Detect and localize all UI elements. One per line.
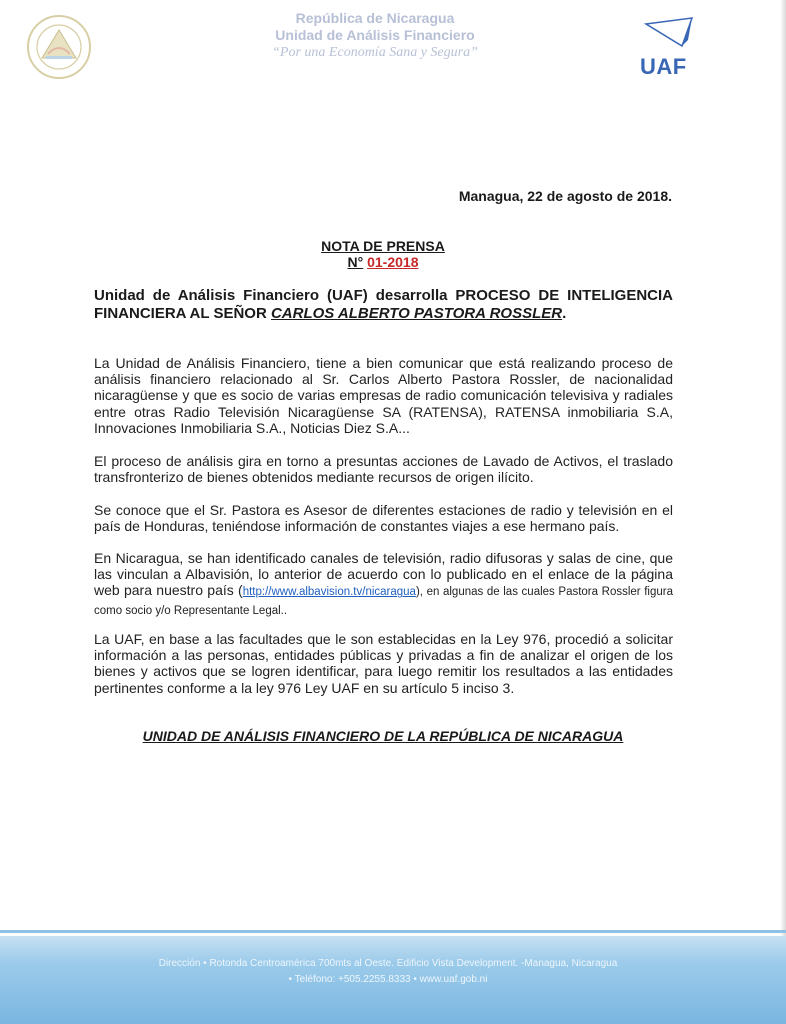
press-release-number: 01-2018 <box>367 254 419 270</box>
page-edge-shadow <box>780 0 786 940</box>
letterhead-agency: Unidad de Análisis Financiero <box>275 27 475 43</box>
press-release-number-prefix: N° <box>347 254 364 270</box>
press-release-heading <box>0 238 766 270</box>
paragraph-4-end: ), en algunas de las cuales Pastora Rossler figura como socio y/o Representante Legal.. <box>94 586 673 617</box>
nicaragua-seal-icon <box>26 14 92 80</box>
albavision-link[interactable]: http://www.albavision.tv/nicaragua <box>242 586 416 599</box>
headline-end: . <box>562 305 567 322</box>
paragraph-4-start: En Nicaragua, se han identificado canales de televisión, radio difusoras y salas de cine, que las vinculan a Albavisión, lo anterior de acuerdo con lo publicado en el enlace de la página web para nuestro país ( <box>94 550 673 599</box>
headline <box>94 287 673 323</box>
paragraph-2: El proceso de análisis gira en torno a presuntas acciones de Lavado de Activos, el traslado transfronterizo de bienes obtenidos mediante recursos de origen ilícito. <box>94 453 673 486</box>
letterhead <box>200 10 550 61</box>
headline-text: Unidad de Análisis Financiero (UAF) desarrolla PROCESO DE INTELIGENCIA FINANCIERA AL SEÑOR <box>94 287 673 322</box>
paragraph-4 <box>94 550 673 619</box>
paragraph-1: La Unidad de Análisis Financiero, tiene a bien comunicar que está realizando proceso de análisis financiero relacionado al Sr. Carlos Alberto Pastora Rossler, de nacionalidad nicaragüense y que es socio de varias empresas de radio comunicación televisiva y radiales entre otras Radio Televisión Nicaragüense SA (RATENSA), RATENSA inmobiliaria S.A, Innovaciones Inmobiliaria S.A., Noticias Diez S.A... <box>94 355 673 436</box>
letterhead-slogan: “Por una Economía Sana y Segura” <box>272 45 478 60</box>
footer-phone-web: • Teléfono: +505.2255.8333 • www.uaf.gob.ni <box>288 974 488 985</box>
letterhead-country: República de Nicaragua <box>295 10 455 26</box>
headline-subject-name: CARLOS ALBERTO PASTORA ROSSLER <box>270 305 563 322</box>
uaf-logo-text: UAF <box>640 54 687 79</box>
press-release-title: NOTA DE PRENSA <box>321 238 445 254</box>
footer-address: Dirección • Rotonda Centroamérica 700mts al Oeste. Edificio Vista Development. -Managua, Nicaragua <box>158 958 618 969</box>
footer-divider <box>0 930 786 933</box>
paragraph-3: Se conoce que el Sr. Pastora es Asesor de diferentes estaciones de radio y televisión en el país de Honduras, teniéndose información de constantes viajes a ese hermano país. <box>94 502 673 535</box>
document-date: Managua, 22 de agosto de 2018. <box>458 188 672 204</box>
paragraph-5: La UAF, en base a las facultades que le son establecidas en la Ley 976, procedió a solicitar información a las personas, entidades públicas y privadas a fin de analizar el origen de los bienes y activos que se logren identificar, para luego remitir los resultados a las entidades pertinentes conforme a la ley 976 Ley UAF en su artículo 5 inciso 3. <box>94 631 673 696</box>
footer-contact <box>0 956 776 988</box>
signature-line: UNIDAD DE ANÁLISIS FINANCIERO DE LA REPÚBLICA DE NICARAGUA <box>142 728 624 744</box>
